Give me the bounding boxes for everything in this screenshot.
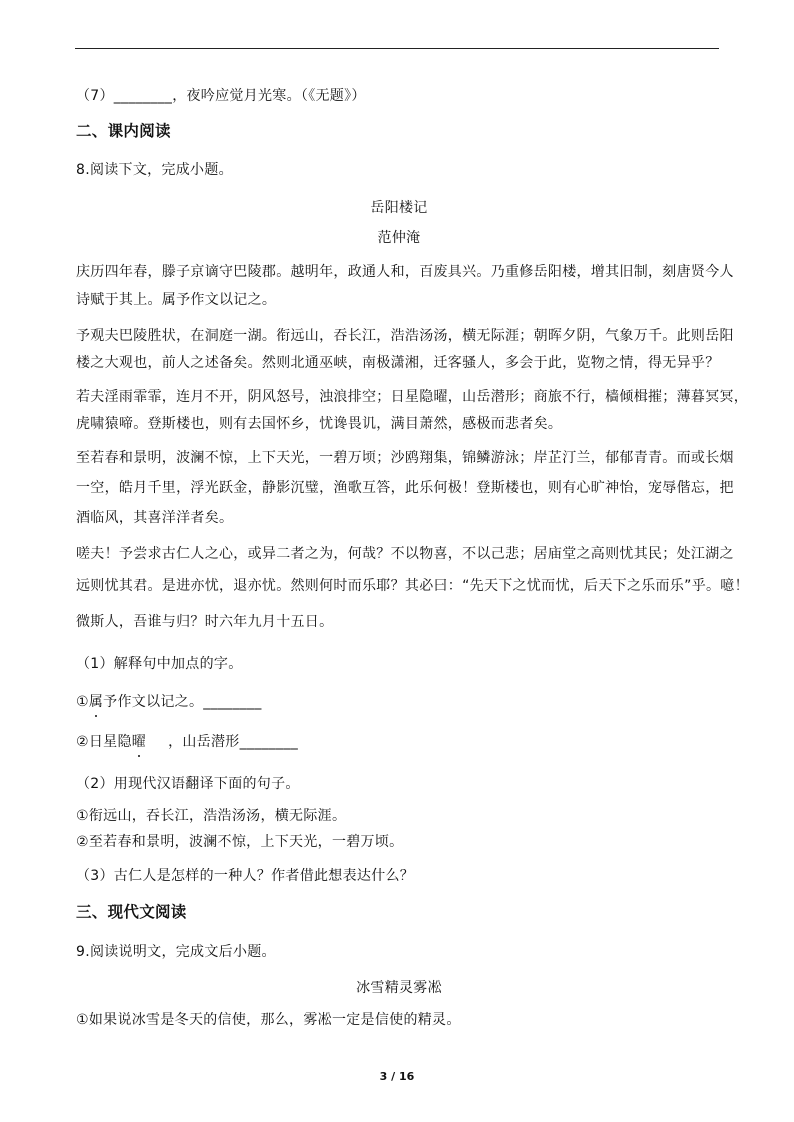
essay-line-7: 至若春和景明，波澜不惊，上下天光，一碧万顷；沙鸥翔集，锦鳞游泳；岸芷汀兰，郁郁青青。而或长烟: [76, 450, 734, 466]
essay-line-6: 虎啸猿啼。登斯楼也，则有去国怀乡，忧谗畏讥，满目萧然，感极而悲者矣。: [76, 416, 563, 432]
question-7: （7）________，夜吟应觉月光寒。（《无题》）: [76, 88, 366, 104]
section-3-heading: 三、现代文阅读: [76, 903, 187, 921]
essay-2-title: 冰雪精灵雾凇: [356, 980, 442, 996]
question-8-prompt: 8.阅读下文，完成小题。: [76, 162, 233, 178]
essay-line-3: 予观夫巴陵胜状，在洞庭一湖。衔远山，吞长江，浩浩汤汤，横无际涯；朝晖夕阴，气象万千。此则岳阳: [76, 328, 734, 344]
subquestion-1-item-2: [76, 732, 722, 752]
essay-2-paragraph-1: ①如果说冰雪是冬天的信使，那么，雾凇一定是信使的精灵。: [76, 1012, 461, 1028]
essay-line-10: 嗟夫！予尝求古仁人之心，或异二者之为，何哉？不以物喜，不以己悲；居庙堂之高则忧其民；处江湖之: [76, 546, 734, 562]
item-text-post: 山岳潜形________: [182, 734, 298, 750]
question-9-prompt: 9.阅读说明文，完成文后小题。: [76, 944, 276, 960]
item-text-pre: ②日星隐: [76, 734, 132, 750]
dotted-character: 属: [88, 694, 104, 710]
subquestion-1-item-1: [76, 692, 722, 712]
translate-sentence-2: ②至若春和景明，波澜不惊，上下天光，一碧万顷。: [76, 834, 404, 850]
page-indicator: 3 / 16: [379, 1070, 415, 1083]
essay-line-5: 若夫淫雨霏霏，连月不开，阴风怒号，浊浪排空；日星隐曜，山岳潜形；商旅不行，樯倾楫摧；薄暮冥冥，: [76, 389, 749, 405]
essay-line-8: 一空，皓月千里，浮光跃金，静影沉璧，渔歌互答，此乐何极！登斯楼也，则有心旷神怡，宠辱偕忘，把: [76, 480, 734, 496]
header-rule: [75, 48, 719, 49]
item-number: ①: [76, 694, 89, 710]
essay-author: 范仲淹: [377, 230, 421, 246]
section-2-heading: 二、课内阅读: [76, 122, 171, 140]
subquestion-1-label: （1）解释句中加点的字。: [76, 656, 243, 672]
subquestion-2-label: （2）用现代汉语翻译下面的句子。: [76, 776, 300, 792]
translate-sentence-1: ①衔远山，吞长江，浩浩汤汤，横无际涯。: [76, 808, 347, 824]
dotted-character: 曜: [131, 734, 147, 750]
item-text: 予作文以记之。________: [103, 694, 262, 710]
essay-line-12: 微斯人，吾谁与归？时六年九月十五日。: [76, 614, 334, 630]
essay-line-9: 酒临风，其喜洋洋者矣。: [76, 510, 234, 526]
essay-line-11: 远则忧其君。是进亦忧，退亦忧。然则何时而乐耶？其必曰：“先天下之忧而忧，后天下之乐而乐”乎。噫！: [76, 578, 749, 594]
item-comma: ，: [168, 734, 183, 750]
essay-line-4: 楼之大观也，前人之述备矣。然则北通巫峡，南极潇湘，迁客骚人，多会于此，览物之情，得无异乎？: [76, 355, 720, 371]
essay-line-2: 诗赋于其上。属予作文以记之。: [76, 292, 277, 308]
subquestion-3: （3）古仁人是怎样的一种人？作者借此想表达什么？: [76, 868, 415, 884]
essay-title: 岳阳楼记: [370, 200, 428, 216]
essay-line-1: 庆历四年春，滕子京谪守巴陵郡。越明年，政通人和，百废具兴。乃重修岳阳楼，增其旧制，刻唐贤今人: [76, 264, 734, 280]
